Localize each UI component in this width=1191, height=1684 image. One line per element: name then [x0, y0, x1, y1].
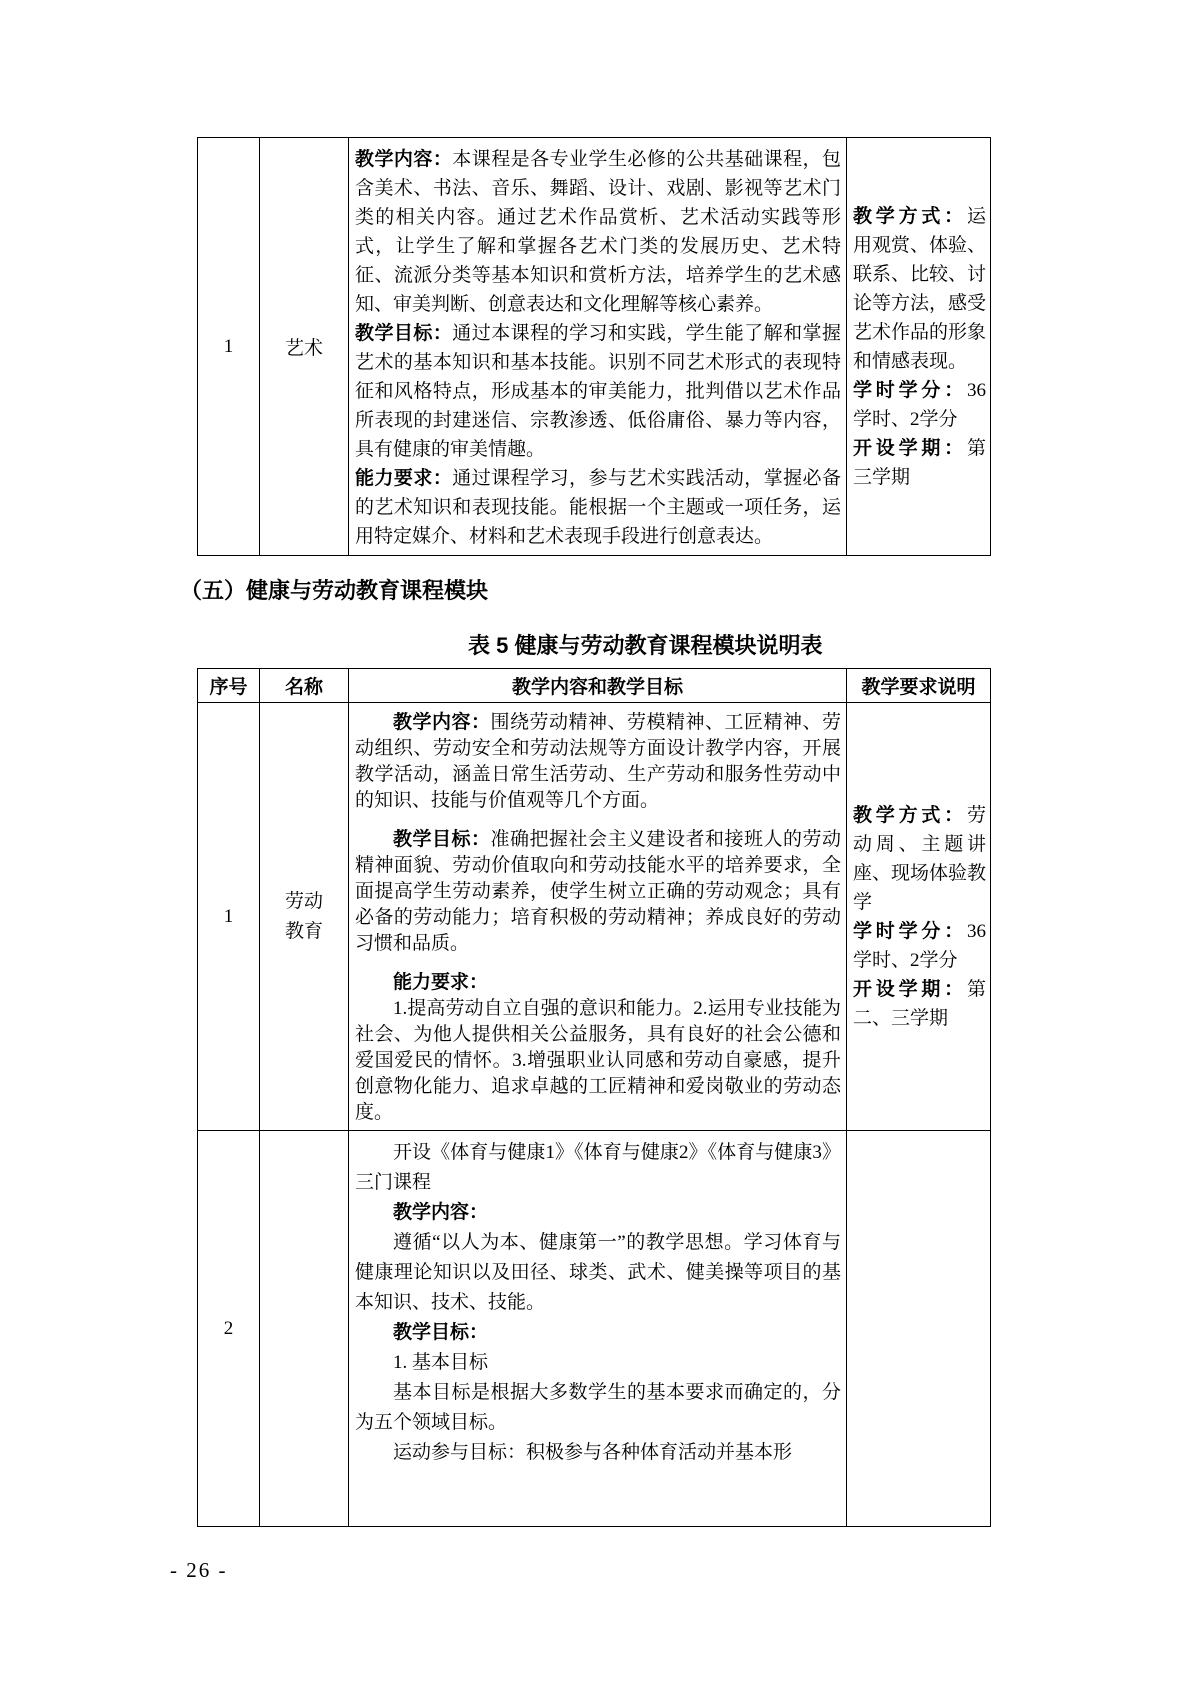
paragraph: [853, 917, 986, 975]
field-label: 教学目标：: [393, 829, 491, 850]
header-seq: 序号: [198, 669, 260, 703]
field-label: 学时学分：: [853, 920, 967, 942]
field-text: 围绕劳动精神、劳模精神、工匠精神、劳动组织、劳动安全和劳动法规等方面设计教学内容，开展教学活动，涵盖日常生活劳动、生产劳动和服务性劳动中的知识、技能与价值观等几个方面。: [355, 712, 841, 811]
field-text: 第三学期: [853, 437, 986, 488]
field-label: 能力要求：: [355, 468, 453, 489]
paragraph: [355, 1228, 841, 1318]
paragraph: [355, 710, 841, 814]
paragraph: [355, 1348, 841, 1378]
field-label: 学时学分：: [853, 379, 967, 401]
header-content: 教学内容和教学目标: [349, 669, 847, 703]
field-text: 开设《体育与健康1》《体育与健康2》《体育与健康3》三门课程: [355, 1142, 841, 1193]
page-number: - 26 -: [170, 1558, 228, 1582]
paragraph: [853, 202, 986, 376]
field-label: 教学内容：: [393, 1202, 489, 1223]
field-text: 第二、三学期: [853, 978, 986, 1029]
paragraph: [355, 1198, 841, 1228]
paragraph: [355, 1318, 841, 1348]
seq-cell: 1: [198, 703, 260, 1131]
field-label: 能力要求：: [393, 972, 489, 993]
field-label: 开设学期：: [853, 437, 967, 459]
health-labor-table: [197, 668, 991, 1527]
field-text: 基本目标是根据大多数学生的基本要求而确定的，分为五个领域目标。: [355, 1382, 841, 1433]
paragraph: [355, 996, 841, 1126]
field-text: 36学时、2学分: [853, 920, 986, 971]
requirements-cell: [847, 1131, 991, 1527]
paragraph: [355, 970, 841, 996]
requirements-cell: [847, 138, 991, 556]
table-row: [198, 1131, 991, 1527]
paragraph: [355, 1438, 841, 1468]
name-cell: 艺术: [260, 138, 349, 556]
content-cell: [349, 1131, 847, 1527]
header-name: 名称: [260, 669, 349, 703]
art-course-table: [197, 137, 991, 556]
field-label: 教学内容：: [355, 149, 453, 170]
name-cell: [260, 703, 349, 1131]
field-text: 通过课程学习，参与艺术实践活动，掌握必备的艺术知识和表现技能。能根据一个主题或一项任务，运用特定媒介、材料和艺术表现手段进行创意表达。: [355, 468, 841, 547]
paragraph: [853, 975, 986, 1033]
field-text: 遵循“以人为本、健康第一”的教学思想。学习体育与健康理论知识以及田径、球类、武术、健美操等项目的基本知识、技术、技能。: [355, 1232, 841, 1313]
field-text: 运动参与目标：积极参与各种体育活动并基本形: [393, 1442, 793, 1463]
content-cell: [349, 138, 847, 556]
paragraph: [853, 434, 986, 492]
field-label: 开设学期：: [853, 978, 967, 1000]
field-text: 36学时、2学分: [853, 379, 986, 430]
field-text: 本课程是各专业学生必修的公共基础课程，包含美术、书法、音乐、舞蹈、设计、戏剧、影视等艺术门类的相关内容。通过艺术作品赏析、艺术活动实践等形式，让学生了解和掌握各艺术门类的发展历史、艺术特征、流派分类等基本知识和赏析方法，培养学生的艺术感知、审美判断、创意表达和文化理解等核心素养。: [355, 149, 841, 315]
field-label: 教学目标：: [355, 323, 453, 344]
field-label: 教学内容：: [393, 712, 491, 733]
seq-cell: 2: [198, 1131, 260, 1527]
field-label: 教学目标：: [393, 1322, 489, 1343]
field-text: 1.提高劳动自立自强的意识和能力。2.运用专业技能为社会、为他人提供相关公益服务，具有良好的社会公德和爱国爱民的情怀。3.增强职业认同感和劳动自豪感，提升创意物化能力、追求卓越的工匠精神和爱岗敬业的劳动态度。: [355, 998, 841, 1123]
field-label: 教学方式：: [853, 804, 967, 826]
field-text: 通过本课程的学习和实践，学生能了解和掌握艺术的基本知识和基本技能。识别不同艺术形式的表现特征和风格特点，形成基本的审美能力，批判借以艺术作品所表现的封建迷信、宗教渗透、低俗庸俗、暴力等内容，具有健康的审美情趣。: [355, 323, 841, 460]
field-text: 1. 基本目标: [393, 1352, 489, 1373]
table-title: 表 5 健康与劳动教育课程模块说明表: [468, 633, 823, 658]
table-row: [198, 703, 991, 1131]
paragraph: [355, 827, 841, 957]
field-text: 运用观赏、体验、联系、比较、讨论等方法，感受艺术作品的形象和情感表现。: [853, 205, 987, 372]
paragraph: [355, 1138, 841, 1198]
header-row: [198, 669, 991, 703]
seq-cell: 1: [198, 138, 260, 556]
paragraph: [355, 464, 841, 551]
field-text: 准确把握社会主义建设者和接班人的劳动精神面貌、劳动价值取向和劳动技能水平的培养要求，全面提高学生劳动素养，使学生树立正确的劳动观念；具有必备的劳动能力；培育积极的劳动精神；养成良好的劳动习惯和品质。: [355, 829, 841, 954]
field-text: 劳动周、主题讲座、现场体验教学: [853, 804, 987, 913]
course-name: 劳动教育: [285, 890, 324, 942]
name-cell: [260, 1131, 349, 1527]
content-cell: [349, 703, 847, 1131]
field-label: 教学方式：: [853, 205, 967, 227]
table-row: [198, 138, 991, 556]
paragraph: [355, 145, 841, 319]
paragraph: [355, 319, 841, 464]
paragraph: [853, 801, 986, 917]
paragraph: [853, 376, 986, 434]
requirements-cell: [847, 703, 991, 1131]
section-heading: （五）健康与劳动教育课程模块: [180, 578, 489, 603]
paragraph: [355, 1378, 841, 1438]
header-requirements: 教学要求说明: [847, 669, 991, 703]
